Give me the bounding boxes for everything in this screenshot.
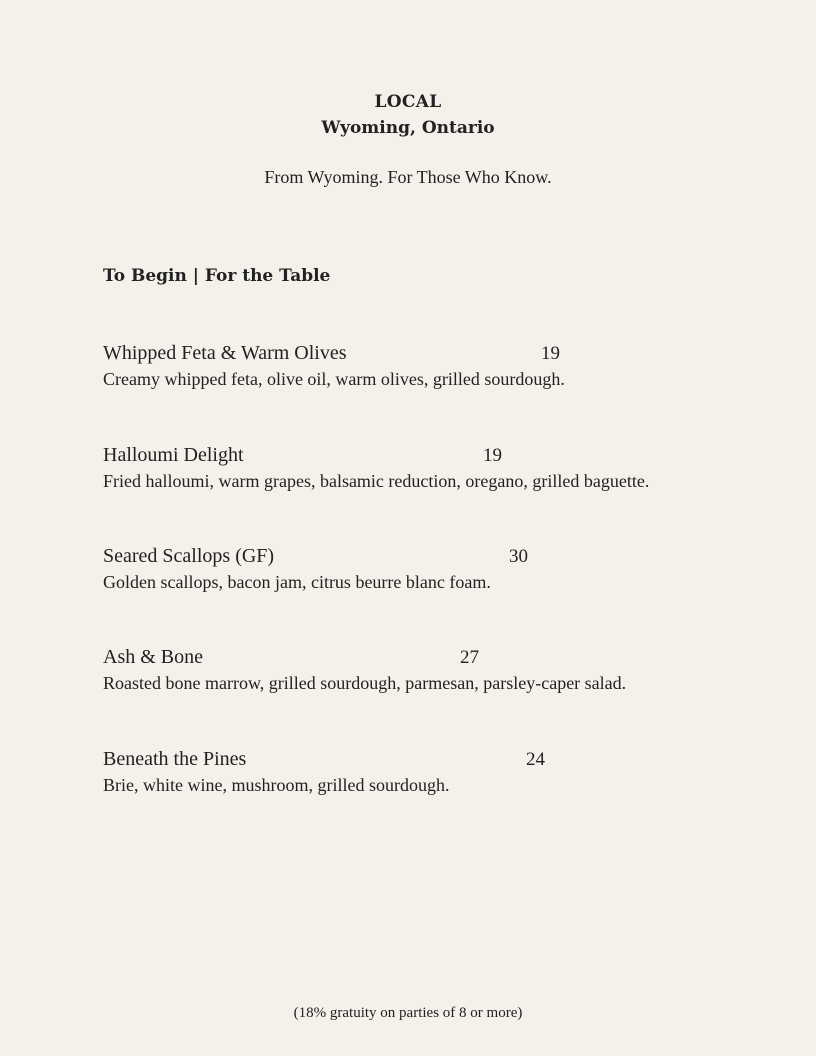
menu-item-name: Whipped Feta & Warm Olives bbox=[103, 342, 347, 364]
restaurant-name: LOCAL bbox=[374, 92, 442, 112]
menu-item-price: 19 bbox=[483, 445, 502, 466]
section-title: To Begin | For the Table bbox=[103, 266, 331, 286]
menu-item-description: Brie, white wine, mushroom, grilled sourdough. bbox=[103, 775, 450, 795]
menu-item-price: 27 bbox=[460, 647, 479, 668]
menu-item-price: 24 bbox=[526, 749, 545, 770]
menu-item-name: Halloumi Delight bbox=[103, 444, 244, 466]
menu-item-name: Seared Scallops (GF) bbox=[103, 545, 275, 567]
menu-item-description: Fried halloumi, warm grapes, balsamic reduction, oregano, grilled baguette. bbox=[103, 471, 650, 491]
gratuity-note: (18% gratuity on parties of 8 or more) bbox=[293, 1005, 523, 1021]
menu-item-price: 19 bbox=[541, 343, 560, 364]
tagline: From Wyoming. For Those Who Know. bbox=[264, 167, 552, 187]
restaurant-location: Wyoming, Ontario bbox=[321, 118, 495, 138]
menu-item-description: Roasted bone marrow, grilled sourdough, parmesan, parsley-caper salad. bbox=[103, 673, 627, 693]
menu-item-price: 30 bbox=[509, 546, 528, 567]
menu-item-name: Beneath the Pines bbox=[103, 748, 247, 770]
menu-item-description: Golden scallops, bacon jam, citrus beurre blanc foam. bbox=[103, 572, 491, 592]
menu-item-name: Ash & Bone bbox=[103, 646, 203, 668]
menu-item-description: Creamy whipped feta, olive oil, warm olives, grilled sourdough. bbox=[103, 369, 565, 389]
